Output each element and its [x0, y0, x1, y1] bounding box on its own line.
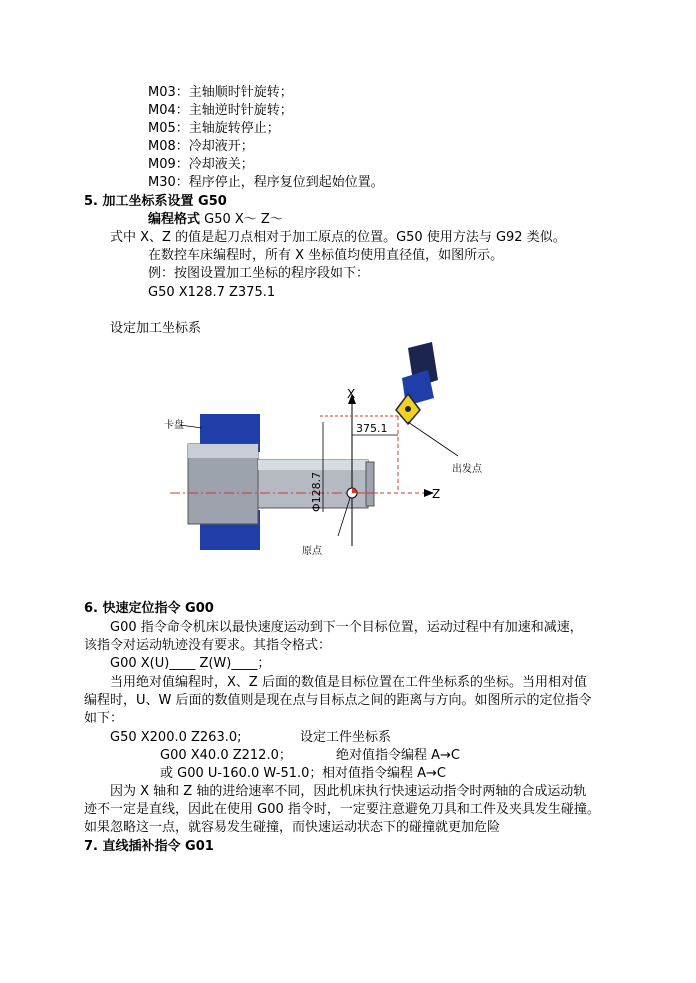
example1-code: G50 X200.0 Z263.0; — [110, 730, 242, 745]
sec6-para4: 编程时，U、W 后面的数值则是现在点与目标点之间的距离与方向。如图所示的定位指令 — [84, 693, 592, 708]
sec5-para1: 式中 X、Z 的值是起刀点相对于加工原点的位置。G50 使用方法与 G92 类似。 — [110, 230, 566, 245]
mcode-m08: M08：冷却液开； — [148, 139, 254, 154]
mcode-m05: M05：主轴旋转停止； — [148, 121, 280, 136]
chuck-label: 卡盘 — [164, 420, 184, 431]
sec5-format-label: 编程格式 — [148, 212, 201, 227]
example3-code: 或 G00 U-160.0 W-51.0； — [160, 766, 323, 781]
sec5-format-line — [148, 211, 283, 229]
sec6-para6: 因为 X 轴和 Z 轴的进给速率不同，因此机床执行快速运动指令时两轴的合成运动轨 — [110, 784, 587, 799]
tool-screw — [405, 406, 411, 412]
sec6-para5: 如下： — [84, 711, 124, 726]
dim-z-value: 375.1 — [356, 422, 388, 435]
dim-x-value: Φ128.7 — [310, 471, 323, 512]
sec5-para2: 在数控车床编程时，所有 X 坐标值均使用直径值，如图所示。 — [148, 248, 504, 263]
sec6-para3: 当用绝对值编程时，X、Z 后面的数值是目标位置在工件坐标系的坐标。当用相对值 — [110, 675, 587, 690]
start-point-label: 出发点 — [452, 464, 482, 475]
sec6-format: G00 X(U)____ Z(W)____； — [110, 656, 271, 671]
figure-caption: 设定加工坐标系 — [110, 321, 202, 336]
start-leader — [408, 422, 458, 456]
sec6-para2: 该指令对运动轨迹没有要求。其指令格式： — [84, 638, 332, 653]
example3-note: 相对值指令编程 A→C — [322, 766, 446, 781]
sec6-para7: 迹不一定是直线，因此在使用 G00 指令时，一定要注意避免刀具和工件及夹具发生碰撞。 — [84, 802, 600, 817]
sec6-para1: G00 指令命令机床以最快速度运动到下一个目标位置，运动过程中有加速和减速， — [110, 620, 583, 635]
mcode-m03: M03：主轴顺时针旋转； — [148, 85, 293, 100]
example2-code: G00 X40.0 Z212.0； — [160, 748, 292, 763]
example2-note: 绝对值指令编程 A→C — [336, 748, 460, 763]
mcode-m30: M30：程序停止，程序复位到起始位置。 — [148, 175, 384, 190]
section6-heading: 6. 快速定位指令 G00 — [84, 601, 214, 616]
coordinate-figure — [140, 340, 600, 590]
sec5-format-code: G50 X～ Z～ — [200, 212, 283, 227]
mcode-m04: M04：主轴逆时针旋转； — [148, 103, 293, 118]
z-axis-label: Z — [432, 487, 441, 501]
workpiece-end — [366, 462, 374, 506]
chuck-body-highlight — [188, 444, 258, 458]
section7-heading: 7. 直线插补指令 G01 — [84, 839, 214, 854]
origin-label: 原点 — [302, 546, 322, 557]
mcode-m09: M09：冷却液关； — [148, 157, 254, 172]
sec5-para3: 例：按图设置加工坐标的程序段如下： — [148, 266, 370, 281]
sec6-para8: 如果忽略这一点，就容易发生碰撞，而快速运动状态下的碰撞就更加危险 — [84, 820, 501, 835]
section5-heading: 5. 加工坐标系设置 G50 — [84, 194, 227, 209]
x-axis-label: X — [347, 387, 356, 401]
sec5-code: G50 X128.7 Z375.1 — [148, 285, 276, 300]
example1-note: 设定工件坐标系 — [300, 730, 392, 745]
